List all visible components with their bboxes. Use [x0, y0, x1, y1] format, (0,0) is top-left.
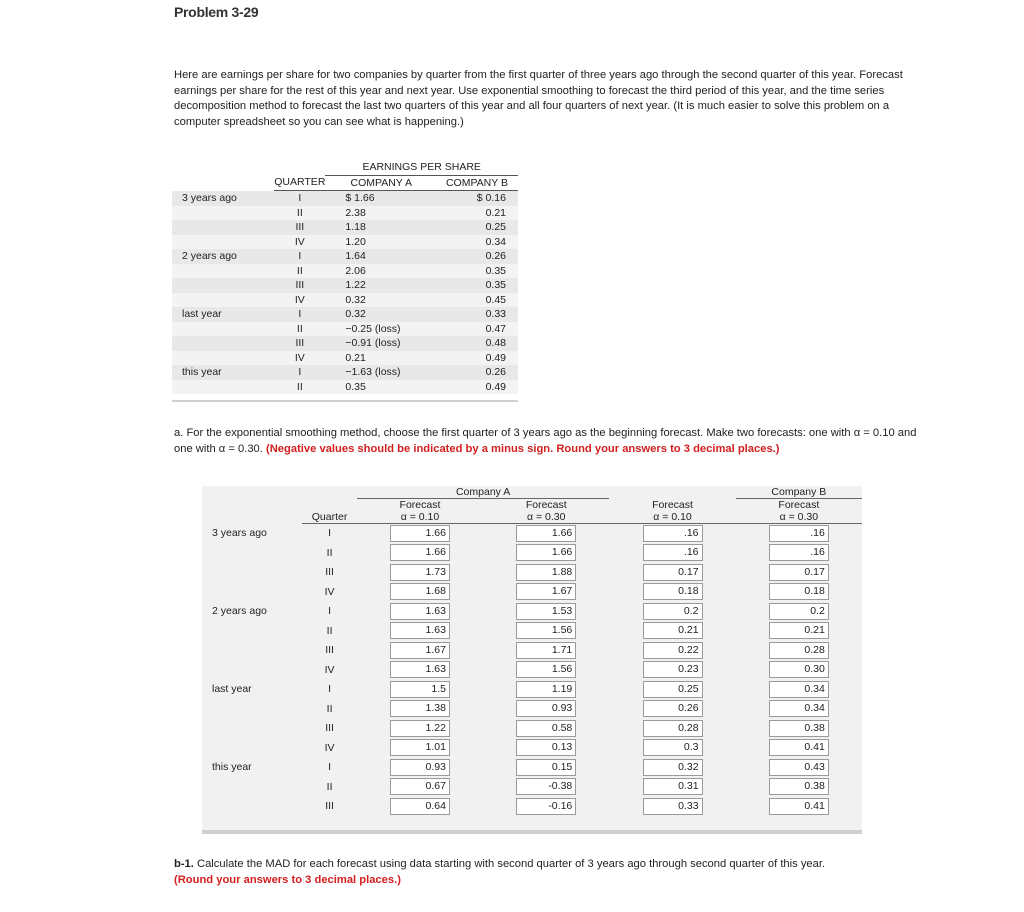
period-label: 2 years ago — [212, 605, 267, 617]
company-b-forecast-030-input[interactable]: 0.34 — [769, 700, 829, 717]
period-label — [202, 563, 302, 583]
company-a-eps: 1.22 — [325, 278, 437, 293]
company-a-forecast-010-input[interactable]: 1.63 — [390, 603, 450, 620]
quarter-cell: I — [274, 365, 325, 380]
eps-row — [172, 351, 518, 366]
company-a-eps: $ 1.66 — [325, 191, 437, 206]
eps-table-body — [172, 191, 518, 395]
forecast-row — [202, 583, 862, 603]
forecast-row — [202, 641, 862, 661]
period-label — [172, 278, 274, 293]
forecast-row — [202, 602, 862, 622]
company-b-forecast-030-input[interactable]: 0.38 — [769, 778, 829, 795]
period-label — [202, 641, 302, 661]
period-label — [172, 322, 274, 337]
question-b1-text: Calculate the MAD for each forecast using data starting with second quarter of 3 years ago through second quarter of this year. — [193, 858, 826, 870]
forecast-row — [202, 563, 862, 583]
company-b-eps: $ 0.16 — [437, 191, 518, 206]
period-label — [172, 235, 274, 250]
quarter-heading: Quarter — [302, 511, 357, 524]
company-a-forecast-030-input[interactable]: -0.38 — [516, 778, 576, 795]
forecast-row — [202, 758, 862, 778]
company-b-eps: 0.49 — [437, 380, 518, 395]
company-a-forecast-030-input[interactable]: -0.16 — [516, 798, 576, 815]
company-b-eps: 0.26 — [437, 249, 518, 264]
quarter-cell: I — [274, 249, 325, 264]
company-b-forecast-030-input[interactable]: 0.43 — [769, 759, 829, 776]
forecast-label: Forecast — [652, 498, 693, 511]
company-a-forecast-010-input[interactable]: 1.73 — [390, 564, 450, 581]
company-a-forecast-030-input[interactable]: 1.53 — [516, 603, 576, 620]
eps-row — [172, 307, 518, 322]
company-a-forecast-010-input[interactable]: 1.63 — [390, 661, 450, 678]
period-label — [202, 661, 302, 681]
forecast-label: Forecast — [525, 499, 567, 511]
company-a-eps: 2.06 — [325, 264, 437, 279]
alpha-label: α = 0.30 — [736, 511, 862, 524]
quarter-cell: II — [274, 380, 325, 395]
forecast-row — [202, 797, 862, 817]
forecast-row — [202, 622, 862, 642]
company-a-eps: −0.25 (loss) — [325, 322, 437, 337]
quarter-cell: IV — [274, 235, 325, 250]
forecast-row — [202, 680, 862, 700]
period-label — [172, 351, 274, 366]
quarter-cell: II — [274, 322, 325, 337]
company-a-eps: 0.35 — [325, 380, 437, 395]
company-a-forecast-010-input[interactable]: 0.67 — [390, 778, 450, 795]
company-a-forecast-010-input[interactable]: 1.66 — [390, 544, 450, 561]
question-b1-label: b-1. — [174, 858, 194, 870]
company-b-forecast-030-input[interactable]: 0.38 — [769, 720, 829, 737]
company-a-forecast-010-input[interactable]: 1.67 — [390, 642, 450, 659]
company-a-forecast-030-input[interactable]: 0.93 — [516, 700, 576, 717]
forecast-table — [202, 486, 862, 817]
company-a-forecast-010-input[interactable]: 1.66 — [390, 525, 450, 542]
quarter-cell: I — [274, 307, 325, 322]
quarter-cell: III — [325, 644, 334, 656]
period-label: last year — [212, 683, 252, 695]
quarter-cell: II — [326, 624, 333, 637]
company-b-forecast-030-input[interactable]: 0.28 — [769, 642, 829, 659]
company-b-eps: 0.35 — [437, 264, 518, 279]
period-label: 2 years ago — [172, 249, 274, 264]
forecast-row — [202, 700, 862, 720]
quarter-header: QUARTER — [274, 175, 325, 191]
question-a-instruction: (Negative values should be indicated by a minus sign. Round your answers to 3 decimal places.) — [266, 442, 780, 455]
company-a-forecast-030-input[interactable]: 0.13 — [516, 739, 576, 756]
question-a-text: a. For the exponential smoothing method, choose the first quarter of 3 years ago as the beginning forecast. Make two forecasts: one with α = 0.10 and one with α = 0.30. — [174, 427, 917, 455]
company-a-eps: 2.38 — [325, 206, 437, 221]
forecast-table-body — [202, 524, 862, 817]
quarter-cell: III — [274, 336, 325, 351]
company-b-forecast-010-input[interactable]: 0.17 — [643, 564, 703, 581]
company-a-forecast-030-input[interactable]: 1.19 — [516, 681, 576, 698]
eps-table — [172, 160, 518, 394]
quarter-cell: III — [325, 566, 334, 578]
quarter-cell: II — [326, 780, 333, 793]
alpha-label: α = 0.30 — [483, 511, 609, 524]
company-a-forecast-030-input[interactable]: 1.88 — [516, 564, 576, 581]
question-b1-instruction: (Round your answers to 3 decimal places.) — [174, 873, 401, 886]
quarter-cell: III — [325, 722, 334, 734]
quarter-cell: I — [274, 191, 325, 206]
company-a-heading: Company A — [357, 486, 610, 499]
company-b-forecast-010-input[interactable]: 0.23 — [643, 661, 703, 678]
quarter-cell: IV — [274, 351, 325, 366]
company-b-eps: 0.21 — [437, 206, 518, 221]
eps-row — [172, 293, 518, 308]
company-a-eps: 0.32 — [325, 307, 437, 322]
forecast-row — [202, 661, 862, 681]
forecast-row — [202, 739, 862, 759]
company-a-forecast-030-input[interactable]: 1.71 — [516, 642, 576, 659]
company-b-eps: 0.26 — [437, 365, 518, 380]
company-a-forecast-030-input[interactable]: 1.67 — [516, 583, 576, 600]
company-a-forecast-010-input[interactable]: 1.5 — [390, 681, 450, 698]
company-a-forecast-030-input[interactable]: 1.66 — [516, 544, 576, 561]
company-a-forecast-010-input[interactable]: 0.64 — [390, 798, 450, 815]
alpha-label: α = 0.10 — [609, 511, 735, 524]
problem-intro: Here are earnings per share for two companies by quarter from the first quarter of three years ago through the second quarter of this year. Forecast earnings per share for the rest of this year and next year. Use exponential smoothing to forecast the third period of this year, and the time series decomposition method to forecast the last two quarters of this year and all four quarters of next year. (It is much easier to solve this problem on a computer spreadsheet so you can see what is happening.) — [174, 69, 903, 128]
eps-row — [172, 206, 518, 221]
company-a-forecast-030-input[interactable]: 1.56 — [516, 661, 576, 678]
company-b-forecast-030-input[interactable]: 0.30 — [769, 661, 829, 678]
company-a-forecast-030-input[interactable]: 0.58 — [516, 720, 576, 737]
quarter-cell: I — [328, 683, 332, 695]
company-b-forecast-010-input[interactable]: 0.3 — [643, 739, 703, 756]
quarter-cell: I — [328, 605, 332, 617]
company-a-eps: 1.64 — [325, 249, 437, 264]
company-b-forecast-010-input[interactable]: 0.21 — [643, 622, 703, 639]
eps-row — [172, 322, 518, 337]
company-b-forecast-030-input[interactable]: 0.41 — [769, 739, 829, 756]
quarter-cell: IV — [324, 663, 335, 676]
period-label: this year — [212, 761, 252, 773]
forecast-row — [202, 544, 862, 564]
quarter-cell: III — [325, 800, 334, 812]
company-b-forecast-010-input[interactable]: .16 — [643, 544, 703, 561]
forecast-row — [202, 524, 862, 544]
problem-title: Problem 3-29 — [174, 4, 259, 20]
company-a-eps: 1.20 — [325, 235, 437, 250]
period-label: 3 years ago — [172, 191, 274, 206]
company-b-forecast-010-input[interactable]: 0.26 — [643, 700, 703, 717]
company-b-forecast-030-input[interactable]: 0.18 — [769, 583, 829, 600]
company-b-eps: 0.35 — [437, 278, 518, 293]
period-label — [202, 739, 302, 759]
quarter-cell: II — [274, 206, 325, 221]
eps-row — [172, 365, 518, 380]
quarter-cell: IV — [324, 585, 335, 598]
company-b-eps: 0.45 — [437, 293, 518, 308]
company-a-header: COMPANY A — [325, 175, 437, 191]
company-a-forecast-010-input[interactable]: 1.01 — [390, 739, 450, 756]
quarter-cell: III — [274, 220, 325, 235]
company-a-forecast-010-input[interactable]: 1.68 — [390, 583, 450, 600]
period-label: this year — [172, 365, 274, 380]
company-a-forecast-010-input[interactable]: 1.22 — [390, 720, 450, 737]
quarter-cell: I — [328, 527, 332, 539]
forecast-label: Forecast — [399, 499, 441, 511]
quarter-cell: II — [326, 702, 333, 715]
period-label — [202, 797, 302, 817]
company-a-forecast-030-input[interactable]: 1.66 — [516, 525, 576, 542]
company-a-forecast-030-input[interactable]: 0.15 — [516, 759, 576, 776]
period-label: 3 years ago — [212, 526, 267, 539]
company-a-eps: 0.32 — [325, 293, 437, 308]
period-label — [202, 583, 302, 603]
company-a-forecast-030-input[interactable]: 1.56 — [516, 622, 576, 639]
company-b-forecast-030-input[interactable]: 0.17 — [769, 564, 829, 581]
question-b1 — [174, 857, 934, 888]
quarter-cell: II — [274, 264, 325, 279]
company-b-forecast-010-input[interactable]: 0.25 — [643, 681, 703, 698]
company-b-eps: 0.25 — [437, 220, 518, 235]
table-divider — [202, 830, 862, 834]
eps-row — [172, 191, 518, 206]
period-label — [172, 220, 274, 235]
company-b-forecast-030-input[interactable]: 0.41 — [769, 798, 829, 815]
eps-row — [172, 249, 518, 264]
quarter-cell: IV — [324, 741, 335, 754]
company-b-header: COMPANY B — [437, 175, 518, 191]
company-b-eps: 0.49 — [437, 351, 518, 366]
company-b-forecast-010-input[interactable]: 0.22 — [643, 642, 703, 659]
period-label — [172, 264, 274, 279]
company-b-forecast-030-input[interactable]: 0.34 — [769, 681, 829, 698]
company-b-forecast-010-input[interactable]: 0.32 — [643, 759, 703, 776]
company-b-eps: 0.47 — [437, 322, 518, 337]
company-b-forecast-010-input[interactable]: 0.2 — [643, 603, 703, 620]
company-b-heading: Company B — [736, 486, 862, 499]
period-label — [202, 778, 302, 798]
table-divider — [172, 400, 518, 402]
company-b-eps: 0.33 — [437, 307, 518, 322]
eps-row — [172, 380, 518, 395]
forecast-row — [202, 778, 862, 798]
company-b-forecast-030-input[interactable]: 0.2 — [769, 603, 829, 620]
period-label — [202, 719, 302, 739]
forecast-label: Forecast — [778, 499, 820, 511]
period-label — [172, 293, 274, 308]
company-a-eps: 1.18 — [325, 220, 437, 235]
period-label — [172, 206, 274, 221]
alpha-label: α = 0.10 — [357, 511, 483, 524]
quarter-cell: I — [328, 761, 332, 773]
quarter-cell: IV — [274, 293, 325, 308]
forecast-row — [202, 719, 862, 739]
company-b-eps: 0.34 — [437, 235, 518, 250]
company-b-eps: 0.48 — [437, 336, 518, 351]
eps-row — [172, 336, 518, 351]
company-b-forecast-010-input[interactable]: 0.33 — [643, 798, 703, 815]
period-label — [172, 336, 274, 351]
company-b-forecast-030-input[interactable]: 0.21 — [769, 622, 829, 639]
eps-row — [172, 220, 518, 235]
company-b-forecast-010-input[interactable]: 0.31 — [643, 778, 703, 795]
period-label — [202, 544, 302, 564]
period-label — [202, 700, 302, 720]
eps-row — [172, 278, 518, 293]
forecast-table-panel — [202, 486, 862, 832]
company-a-forecast-010-input[interactable]: 1.38 — [390, 700, 450, 717]
question-a — [174, 426, 934, 457]
eps-header: EARNINGS PER SHARE — [325, 160, 518, 175]
quarter-cell: III — [274, 278, 325, 293]
company-b-forecast-030-input[interactable]: .16 — [769, 544, 829, 561]
company-a-forecast-010-input[interactable]: 0.93 — [390, 759, 450, 776]
company-b-forecast-030-input[interactable]: .16 — [769, 525, 829, 542]
company-a-eps: −0.91 (loss) — [325, 336, 437, 351]
quarter-cell: II — [326, 546, 333, 559]
company-b-forecast-010-input[interactable]: .16 — [643, 525, 703, 542]
company-a-forecast-010-input[interactable]: 1.63 — [390, 622, 450, 639]
eps-row — [172, 264, 518, 279]
period-label — [202, 622, 302, 642]
company-a-eps: 0.21 — [325, 351, 437, 366]
period-label — [172, 380, 274, 395]
eps-row — [172, 235, 518, 250]
company-a-eps: −1.63 (loss) — [325, 365, 437, 380]
company-b-forecast-010-input[interactable]: 0.18 — [643, 583, 703, 600]
company-b-forecast-010-input[interactable]: 0.28 — [643, 720, 703, 737]
period-label: last year — [172, 307, 274, 322]
